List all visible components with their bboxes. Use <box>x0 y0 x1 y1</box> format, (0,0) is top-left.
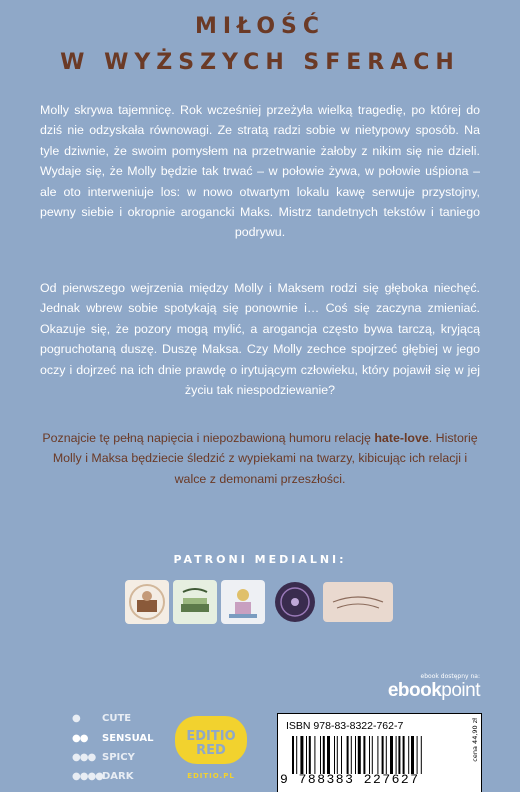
barcode-bar <box>309 736 311 774</box>
heat-scale-cute <box>72 713 131 724</box>
barcode-bar <box>372 736 373 774</box>
book-title-line2: W WYŻSZYCH SFERACH <box>60 50 460 75</box>
blurb-paragraph-3 <box>40 428 480 489</box>
isbn-text: ISBN 978-83-8322-762-7 <box>286 720 404 732</box>
barcode-bar <box>408 736 409 774</box>
barcode-bar <box>341 736 342 774</box>
heat-label: DARK <box>102 771 134 782</box>
barcode-bar <box>347 736 349 774</box>
patron-logo-2 <box>173 580 217 624</box>
heat-label: SENSUAL <box>102 733 154 744</box>
heat-dots: ●● <box>72 733 88 744</box>
media-patrons-label: PATRONI MEDIALNI: <box>173 553 347 566</box>
heat-label: SPICY <box>102 752 135 763</box>
barcode-bar <box>320 736 321 774</box>
barcode-bar <box>421 736 422 774</box>
heat-dots: ● <box>72 713 80 724</box>
barcode-bar <box>398 736 400 774</box>
blurb-paragraph-1: Molly skrywa tajemnicę. Rok wcześniej przeżyła wielką tragedię, po której do dziś nie odzyskała równowagi. Ze stratą radzi sobie w nietypowy sposób. Na tyle dziwnie, że swoim pomysłem na przetrwanie żałoby z nikim się nie dzieli. Wydaje się, że Molly będzie tak trwać – w połowie żywa, w połowie uśpiona – ale oto interweniuje los: w nowo otwartym lokalu kawę serwuje przystojny, pewny siebie i okropnie arogancki Maks. Mistrz tandetnych tekstów i taniego podrywu. <box>40 103 480 240</box>
heat-scale-sensual <box>72 733 154 744</box>
barcode-bar <box>351 736 352 774</box>
publisher-logo <box>175 716 247 764</box>
barcode-bar <box>363 736 365 774</box>
book-title-line1: MIŁOŚĆ <box>194 14 326 39</box>
heat-dots: ●●● <box>72 752 96 763</box>
blurb-p3-before: Poznajcie tę pełną napięcia i niepozbawioną humoru relację <box>42 431 375 445</box>
patron-logo-1 <box>125 580 169 624</box>
barcode-bar <box>377 736 378 774</box>
heat-scale-dark <box>72 771 134 782</box>
publisher-url: EDITIO.PL <box>187 772 235 780</box>
ebookpoint-logo-rest: point <box>441 680 480 701</box>
barcode-bar <box>355 736 356 774</box>
blurb-p3-after: . Historię Molly i Maksa będziecie śledzić z wypiekami na twarzy, kibicując ich relacji i walce z demonami przeszłości. <box>52 431 478 486</box>
blurb-p3-highlight: hate-love <box>374 431 429 445</box>
publisher-logo-text: EDITIO RED <box>186 729 236 758</box>
barcode-bar <box>417 736 418 774</box>
barcode-bar <box>382 736 384 774</box>
ebookpoint-logo <box>300 680 480 702</box>
price-text: cena 44,90 zł <box>471 718 479 762</box>
barcode-bar <box>390 736 393 774</box>
barcode-bar <box>314 736 315 774</box>
patron-logo-3 <box>221 580 265 624</box>
ebook-availability-note: ebook dostępny na: <box>420 673 480 680</box>
barcode-bar <box>334 736 335 774</box>
blurb-paragraph-2: Od pierwszego wejrzenia między Molly i Maksem rodzi się głęboka niechęć. Jednak wbrew sobie spotykają się ponownie i… Coś się zaczyna zmieniać. Okazuje się, że pozory mogą mylić, a arogancja często bywa tarczą, kryjącą pogruchotaną duszę. Duszę Maksa. Czy Molly zechce spojrzeć głębiej w jego oczy i dojrzeć na ich dnie prawdę o irytującym człowieku, który pojawił się w jej życiu tak niespodziewanie? <box>40 281 480 398</box>
barcode-bar <box>386 736 387 774</box>
barcode-bar <box>369 736 370 774</box>
barcode-bar <box>296 736 297 774</box>
barcode-bars <box>292 736 460 774</box>
barcode-number: 9 788383 227627 <box>280 772 420 787</box>
barcode-bar <box>292 736 294 774</box>
ebookpoint-logo-bold: ebook <box>387 680 442 701</box>
barcode-panel <box>277 713 482 792</box>
barcode-bar <box>323 736 325 774</box>
barcode-bar <box>337 736 338 774</box>
barcode-bar <box>306 736 307 774</box>
patron-logo-5 <box>323 582 393 622</box>
heat-label: CUTE <box>102 713 132 724</box>
barcode-bar <box>327 736 330 774</box>
patron-logo-4 <box>275 582 315 622</box>
barcode-bar <box>396 736 397 774</box>
barcode-bar <box>300 736 303 774</box>
heat-scale-spicy <box>72 752 135 763</box>
barcode-bar <box>403 736 405 774</box>
barcode-bar <box>411 736 414 774</box>
heat-dots: ●●●● <box>72 771 103 782</box>
barcode-bar <box>358 736 361 774</box>
